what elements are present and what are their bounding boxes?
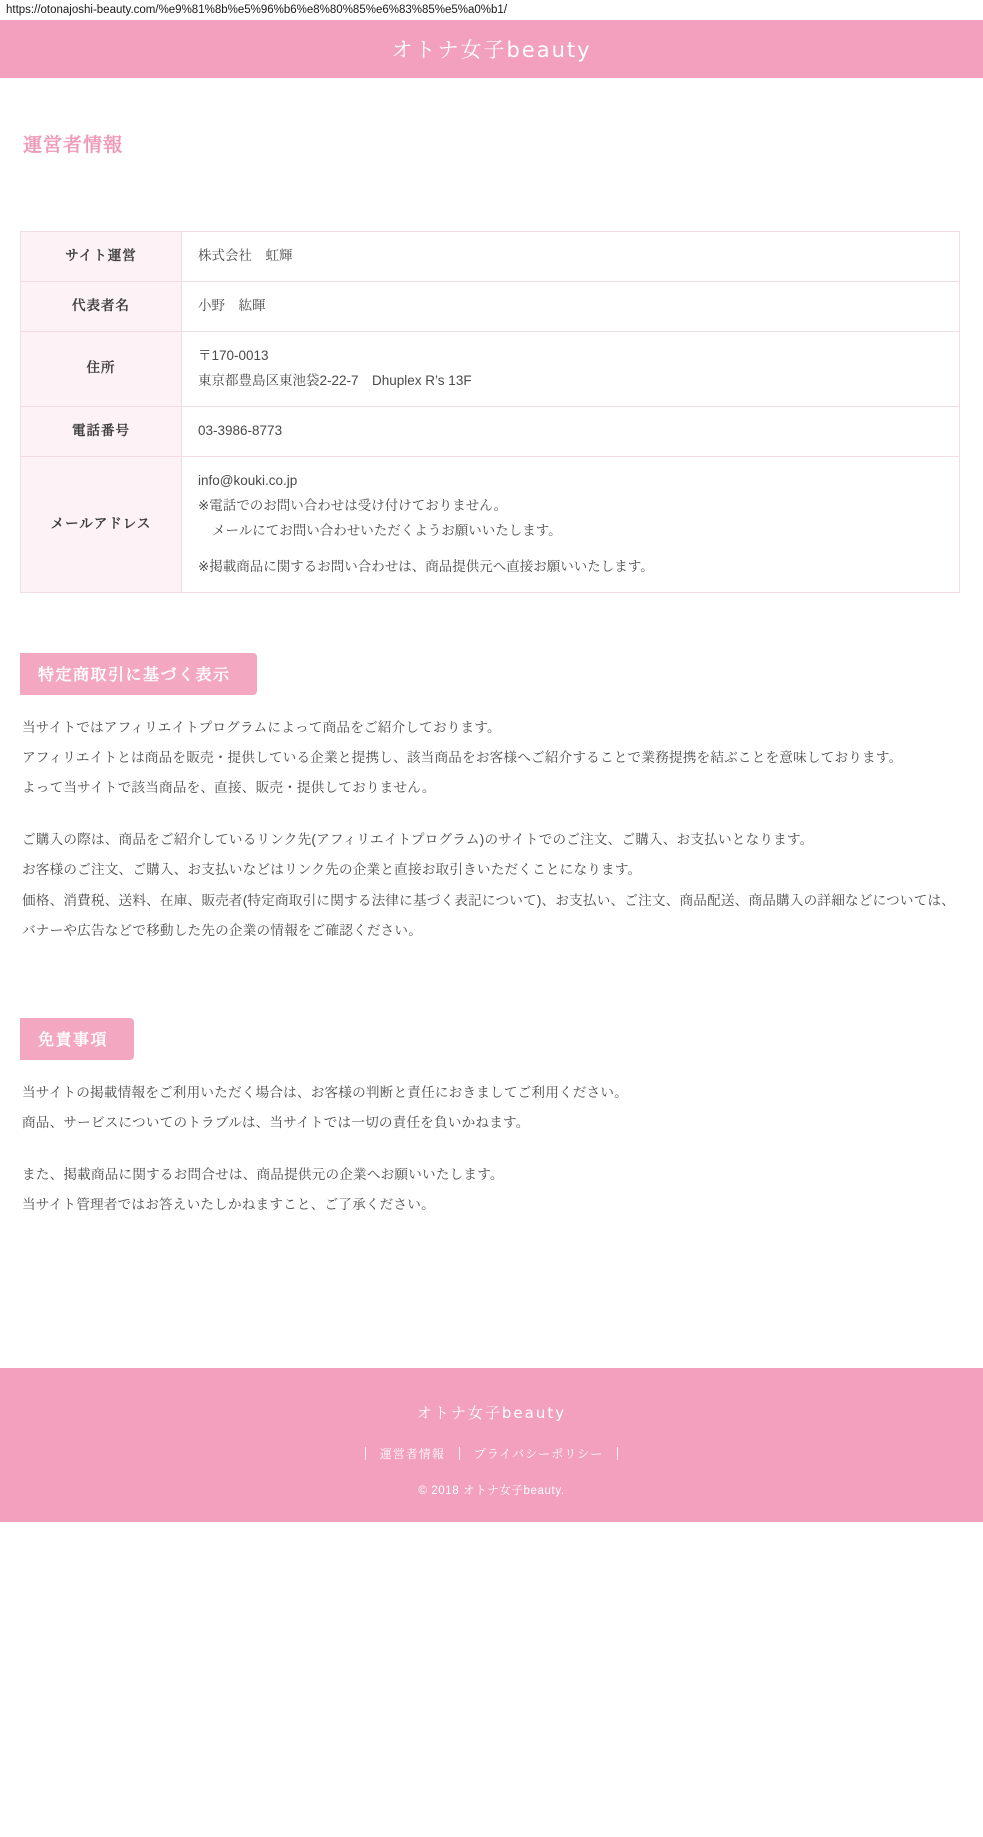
paragraph-line: お客様のご注文、ご購入、お支払いなどはリンク先の企業と直接お取引きいただくことになります。 <box>22 862 642 878</box>
section-header-tokutei <box>20 653 963 695</box>
table-row <box>21 406 960 456</box>
page-title: 運営者情報 <box>23 135 124 156</box>
paragraph-line: アフィリエイトとは商品を販売・提供している企業と提携し、該当商品をお客様へご紹介することで業務提携を結ぶことを意味しております。 <box>22 749 903 765</box>
paragraph-line: また、掲載商品に関するお問合せは、商品提供元の企業へお願いいたします。 <box>22 1167 504 1183</box>
section-banner-label: 特定商取引に基づく表示 <box>20 653 257 695</box>
paragraph-line: 価格、消費税、送料、在庫、販売者(特定商取引に関する法律に基づく表記について)、お支払い、ご注文、商品配送、商品購入の詳細などについては、バナーや広告などで移動した先の企業の情報をご確認ください。 <box>22 892 956 938</box>
row-label-phone: 電話番号 <box>21 406 182 456</box>
paragraph <box>22 825 957 946</box>
section-body-tokutei <box>20 695 963 946</box>
footer-link-privacy-policy[interactable]: プライバシーポリシー <box>473 1447 604 1461</box>
footer-logo[interactable]: オトナ女子beauty <box>416 1404 567 1422</box>
footer-copyright: © 2018 オトナ女子beauty. <box>418 1485 565 1497</box>
section-banner-label: 免責事項 <box>20 1018 134 1060</box>
paragraph-line: 当サイトの掲載情報をご利用いただく場合は、お客様の判断と責任におきましてご利用ください。 <box>22 1084 628 1100</box>
row-value-address <box>182 331 960 406</box>
row-label-representative: 代表者名 <box>21 281 182 331</box>
row-value-site-operator: 株式会社 虹輝 <box>182 232 960 282</box>
row-value-phone: 03-3986-8773 <box>182 406 960 456</box>
table-row <box>21 456 960 592</box>
email-address[interactable]: info@kouki.co.jp <box>198 472 298 488</box>
site-footer <box>0 1368 983 1522</box>
paragraph-line: ご購入の際は、商品をご紹介しているリンク先(アフィリエイトプログラム)のサイトでのご注文、ご購入、お支払いとなります。 <box>22 832 814 848</box>
paragraph <box>22 1160 957 1220</box>
email-spacer <box>198 544 943 555</box>
table-row <box>21 331 960 406</box>
paragraph-line: よって当サイトで該当商品を、直接、販売・提供しておりません。 <box>22 780 436 796</box>
address-postal-code: 〒170-0013 <box>198 347 269 363</box>
footer-divider <box>365 1447 366 1460</box>
site-logo[interactable]: オトナ女子beauty <box>391 38 592 62</box>
row-value-representative: 小野 紘暉 <box>182 281 960 331</box>
table-row <box>21 281 960 331</box>
section-header-menseki <box>20 1018 963 1060</box>
table-row <box>21 232 960 282</box>
address-street: 東京都豊島区東池袋2-22-7 Dhuplex R’s 13F <box>198 372 472 388</box>
paragraph-line: 商品、サービスについてのトラブルは、当サイトでは一切の責任を負いかねます。 <box>22 1115 530 1131</box>
page-content <box>0 78 983 1368</box>
paragraph-line: 当サイトではアフィリエイトプログラムによって商品をご紹介しております。 <box>22 719 501 735</box>
paragraph <box>22 1078 957 1138</box>
section-body-menseki <box>20 1060 963 1221</box>
row-value-email <box>182 456 960 592</box>
operator-info-table <box>20 231 960 593</box>
footer-divider <box>617 1447 618 1460</box>
paragraph-line: 当サイト管理者ではお答えいたしかねますこと、ご了承ください。 <box>22 1197 435 1213</box>
email-note-3: ※掲載商品に関するお問い合わせは、商品提供元へ直接お願いいたします。 <box>198 558 654 574</box>
footer-divider <box>459 1447 460 1460</box>
browser-url-bar[interactable]: https://otonajoshi-beauty.com/%e9%81%8b%e5%96%b6%e8%80%85%e6%83%85%e5%a0%b1/ <box>0 0 983 20</box>
row-label-email: メールアドレス <box>21 456 182 592</box>
row-label-site-operator: サイト運営 <box>21 232 182 282</box>
site-header <box>0 20 983 78</box>
row-label-address: 住所 <box>21 331 182 406</box>
footer-link-operator-info[interactable]: 運営者情報 <box>379 1447 445 1461</box>
footer-nav <box>0 1445 983 1462</box>
email-note-1: ※電話でのお問い合わせは受け付けておりません。 <box>198 497 508 513</box>
email-note-2: メールにてお問い合わせいただくようお願いいたします。 <box>212 522 562 538</box>
paragraph <box>22 713 957 804</box>
